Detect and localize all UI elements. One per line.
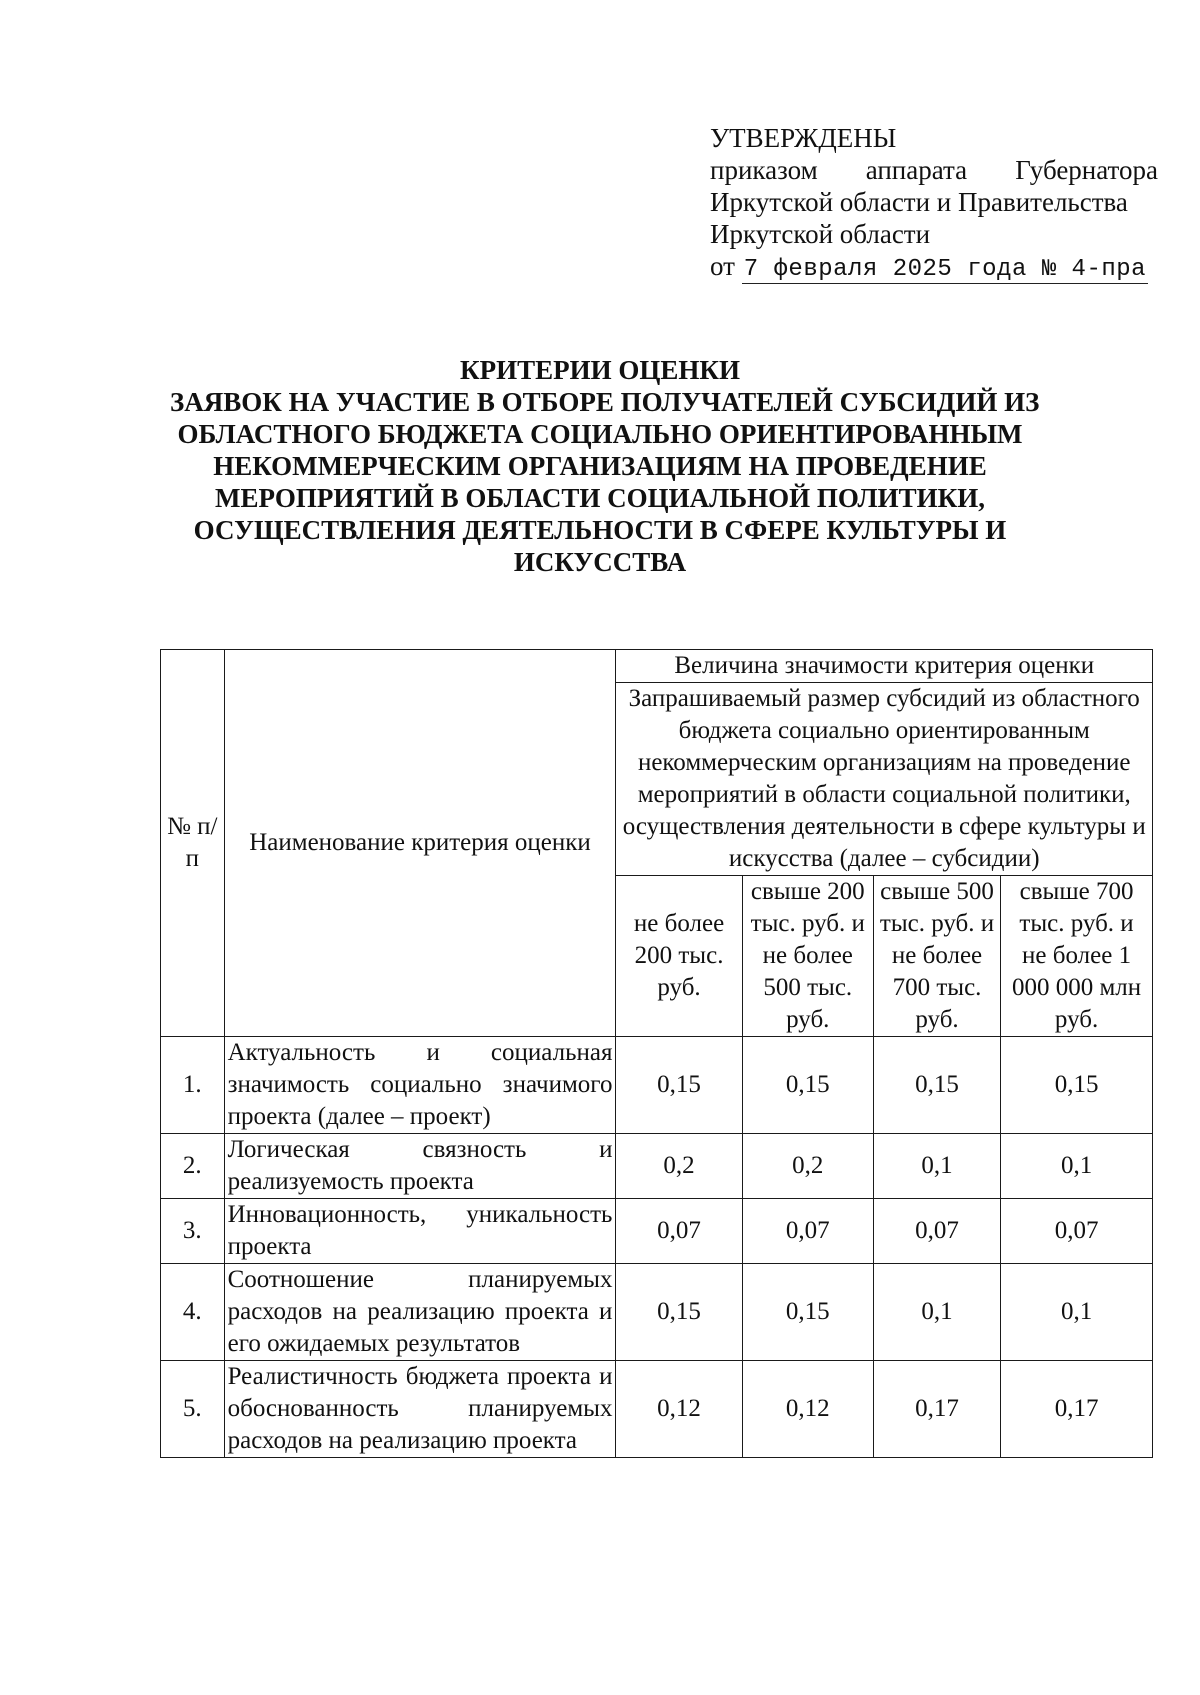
table-row	[161, 1037, 1153, 1134]
approval-date-line	[710, 250, 1158, 286]
header-range: свыше 700 тыс. руб. и не более 1 000 000 млн руб.	[1001, 876, 1153, 1037]
approval-word: приказом	[710, 155, 818, 185]
order-date-number: 7 февраля 2025 года № 4-пра	[743, 256, 1147, 283]
table-header-row	[161, 650, 1153, 683]
row-value: 0,17	[1001, 1361, 1153, 1458]
title-line: ИСКУССТВА	[513, 547, 687, 577]
row-value: 0,2	[616, 1134, 742, 1199]
row-value: 0,15	[742, 1037, 873, 1134]
title-line: ОСУЩЕСТВЛЕНИЯ ДЕЯТЕЛЬНОСТИ В СФЕРЕ КУЛЬТУРЫ И	[193, 515, 1007, 545]
header-range: свыше 200 тыс. руб. и не более 500 тыс. руб.	[742, 876, 873, 1037]
header-number: № п/п	[161, 650, 225, 1037]
header-subsidy-description: Запрашиваемый размер субсидий из областного бюджета социально ориентированным некоммерческим организациям на проведение мероприятий в области социальной политики, осуществления деятельности в сфере культуры и искусства (далее – субсидии)	[616, 683, 1153, 876]
approval-word: Губернатора	[1015, 155, 1158, 185]
approval-line-1	[710, 154, 1158, 186]
row-value: 0,07	[616, 1199, 742, 1264]
row-value: 0,12	[742, 1361, 873, 1458]
row-value: 0,15	[616, 1037, 742, 1134]
title-line: НЕКОММЕРЧЕСКИМ ОРГАНИЗАЦИЯМ НА ПРОВЕДЕНИЕ	[213, 451, 987, 481]
header-significance: Величина значимости критерия оценки	[616, 650, 1153, 683]
criteria-table	[160, 649, 1153, 1458]
approval-line-3: Иркутской области	[710, 219, 931, 249]
table-row	[161, 1134, 1153, 1199]
approval-line-2: Иркутской области и Правительства	[710, 187, 1128, 217]
row-value: 0,12	[616, 1361, 742, 1458]
approval-block	[710, 122, 1158, 286]
row-number: 1.	[161, 1037, 225, 1134]
row-value: 0,1	[1001, 1264, 1153, 1361]
row-value: 0,2	[742, 1134, 873, 1199]
row-value: 0,1	[873, 1264, 1000, 1361]
row-number: 3.	[161, 1199, 225, 1264]
row-criterion-name: Соотношение планируемых расходов на реализацию проекта и его ожидаемых результатов	[224, 1264, 616, 1361]
row-value: 0,15	[1001, 1037, 1153, 1134]
date-prefix: от	[710, 251, 735, 281]
row-value: 0,15	[742, 1264, 873, 1361]
row-value: 0,07	[742, 1199, 873, 1264]
row-value: 0,1	[1001, 1134, 1153, 1199]
document-title	[170, 354, 1040, 578]
title-line: ЗАЯВОК НА УЧАСТИЕ В ОТБОРЕ ПОЛУЧАТЕЛЕЙ СУБСИДИЙ ИЗ	[170, 387, 1040, 417]
approval-word: аппарата	[865, 155, 968, 185]
header-range: не более 200 тыс. руб.	[616, 876, 742, 1037]
title-line: ОБЛАСТНОГО БЮДЖЕТА СОЦИАЛЬНО ОРИЕНТИРОВАННЫМ	[177, 419, 1023, 449]
row-criterion-name: Инновационность, уникальность проекта	[224, 1199, 616, 1264]
row-criterion-name: Реалистичность бюджета проекта и обоснованность планируемых расходов на реализацию проекта	[224, 1361, 616, 1458]
row-value: 0,15	[616, 1264, 742, 1361]
header-criterion-name: Наименование критерия оценки	[224, 650, 616, 1037]
row-criterion-name: Актуальность и социальная значимость социально значимого проекта (далее – проект)	[224, 1037, 616, 1134]
row-value: 0,15	[873, 1037, 1000, 1134]
row-value: 0,17	[873, 1361, 1000, 1458]
row-criterion-name: Логическая связность и реализуемость проекта	[224, 1134, 616, 1199]
row-number: 5.	[161, 1361, 225, 1458]
table-row	[161, 1264, 1153, 1361]
row-value: 0,1	[873, 1134, 1000, 1199]
table-row	[161, 1199, 1153, 1264]
row-number: 4.	[161, 1264, 225, 1361]
row-number: 2.	[161, 1134, 225, 1199]
title-line: МЕРОПРИЯТИЙ В ОБЛАСТИ СОЦИАЛЬНОЙ ПОЛИТИКИ,	[215, 483, 985, 513]
title-line: КРИТЕРИИ ОЦЕНКИ	[460, 355, 740, 385]
row-value: 0,07	[873, 1199, 1000, 1264]
table-row	[161, 1361, 1153, 1458]
row-value: 0,07	[1001, 1199, 1153, 1264]
approval-heading: УТВЕРЖДЕНЫ	[710, 123, 897, 153]
header-range: свыше 500 тыс. руб. и не более 700 тыс. руб.	[873, 876, 1000, 1037]
